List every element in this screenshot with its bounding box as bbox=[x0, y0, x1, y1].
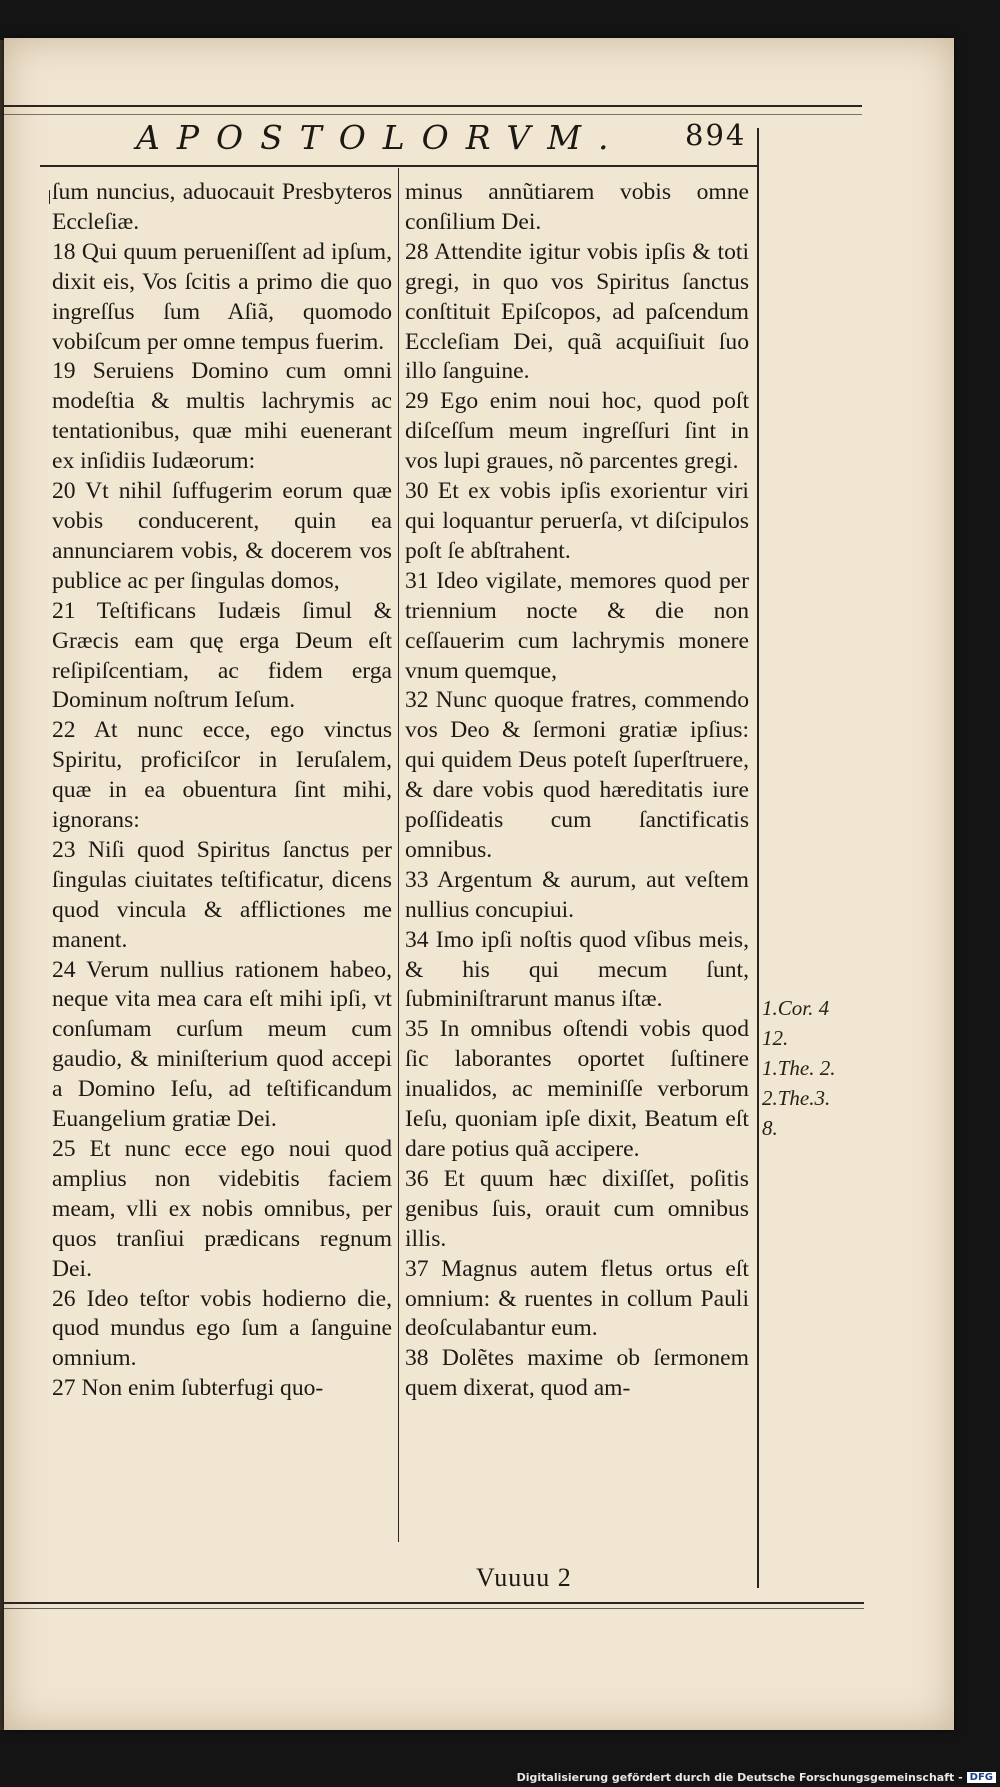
header-rule bbox=[40, 165, 758, 167]
verse-32: 32 Nunc quoque fratres, commendo vos Deo & ſermoni gratiæ ipſius: qui quidem Deus poteſt ſuperſtruere, & dare vobis quod hæreditatis iure poſſideatis cum ſanctificatis omnibus. bbox=[405, 687, 749, 863]
verse-33: 33 Argentum & aurum, aut veſtem nullius concupiui. bbox=[405, 866, 749, 923]
verse-29: 29 Ego enim noui hoc, quod poſt diſceſſum meum ingreſſuri ſint in vos lupi graues, nõ parcentes gregi. bbox=[405, 388, 749, 475]
margin-note: 1.Cor. 4 bbox=[762, 996, 830, 1020]
signature-mark: Vuuuu 2 bbox=[476, 1563, 572, 1592]
top-rule-upper bbox=[4, 105, 862, 107]
left-margin-line bbox=[49, 190, 50, 204]
verse-31: 31 Ideo vigilate, memores quod per triennium nocte & die non ceſſauerim cum lachrymis monere vnum quemque, bbox=[405, 567, 749, 684]
verse-18: 18 Qui quum perueniſſent ad ipſum, dixit eis, Vos ſcitis a primo die quo ingreſſus ſum Aſiã, quomodo vobiſcum per omne tempus fuerim. bbox=[52, 238, 392, 355]
verse-25: 25 Et nunc ecce ego noui quod amplius non videbitis faciem meam, vlli ex nobis omnibus, per quos tranſiui prædicans regnum Dei. bbox=[52, 1136, 392, 1282]
top-rule-lower bbox=[4, 114, 862, 115]
running-title: APOSTOLORVM. bbox=[136, 118, 626, 157]
verse-36: 36 Et quum hæc dixiſſet, poſitis genibus ſuis, orauit cum omnibus illis. bbox=[405, 1165, 749, 1252]
verse-34: 34 Imo ipſi noſtis quod vſibus meis, & his qui mecum ſunt, ſubminiſtrarunt manus iſtæ. bbox=[405, 926, 749, 1013]
verse-23: 23 Niſi quod Spiritus ſanctus per ſingulas ciuitates teſtificatur, dicens quod vincula & afflictiones me manent. bbox=[52, 836, 392, 953]
verse-37: 37 Magnus autem fletus ortus eſt omnium: & ruentes in collum Pauli deoſculabantur eum. bbox=[405, 1255, 749, 1342]
margin-note: 12. bbox=[762, 1026, 789, 1050]
verse-26: 26 Ideo teſtor vobis hodierno die, quod mundus ego ſum a ſanguine omnium. bbox=[52, 1285, 392, 1372]
footer-credit bbox=[517, 1771, 996, 1784]
verse-19: 19 Seruiens Domino cum omni modeſtia & multis lachrymis ac tentationibus, quæ mihi euenerant ex inſidiis Iudæorum: bbox=[52, 358, 392, 475]
verse-21: 21 Teſtificans Iudæis ſimul & Græcis eam quę erga Deum eſt reſipiſcentiam, ac fidem erga Dominum noſtrum Ieſum. bbox=[52, 597, 392, 714]
verse-28: 28 Attendite igitur vobis ipſis & toti gregi, in quo vos Spiritus ſanctus conſtituit Epiſcopos, ad paſcendum Eccleſiam Dei, quã acquiſiuit ſuo illo ſanguine. bbox=[405, 238, 749, 385]
margin-note: 2.The.3. bbox=[762, 1086, 831, 1110]
verse-22: 22 At nunc ecce, ego vinctus Spiritu, proficiſcor in Ieruſalem, quæ in ea obuentura ſint mihi, ignorans: bbox=[52, 717, 392, 834]
verse-38-start: 38 Dolẽtes maxime ob ſermonem quem dixerat, quod am- bbox=[405, 1345, 749, 1402]
page-number: 894 bbox=[685, 118, 747, 152]
verse-24: 24 Verum nullius rationem habeo, neque vita mea cara eſt mihi ipſi, vt conſumam curſum meum cum gaudio, & miniſterium quod accepi a Domino Ieſu, ad teſtificandum Euangelium gratiæ Dei. bbox=[52, 956, 392, 1133]
verse-20: 20 Vt nihil ſuffugerim eorum quæ vobis conducerent, quin ea annunciarem vobis, & docerem vos publice ac per ſingulas domos, bbox=[52, 478, 392, 594]
right-frame-line bbox=[757, 128, 759, 1588]
verse-35: 35 In omnibus oſtendi vobis quod ſic laborantes oportet ſuſtinere inualidos, ac meminiſſe verborum Ieſu, quoniam ipſe dixit, Beatum eſt dare potius quã accipere. bbox=[405, 1016, 749, 1162]
dfg-logo[interactable]: DFG bbox=[967, 1772, 996, 1783]
right-text-column bbox=[405, 178, 749, 1404]
verse-27-start: 27 Non enim ſubterfugi quo- bbox=[52, 1375, 324, 1402]
column-divider bbox=[398, 168, 399, 1542]
margin-notes bbox=[762, 993, 836, 1143]
margin-note: 8. bbox=[762, 1116, 778, 1140]
verse-17-end: ſum nuncius, aduocauit Presbyteros Eccleſiæ. bbox=[52, 179, 392, 235]
verse-30: 30 Et ex vobis ipſis exorientur viri qui loquantur peruerſa, vt diſcipulos poſt ſe abſtrahent. bbox=[405, 478, 749, 564]
bottom-rule-lower bbox=[4, 1608, 864, 1609]
verse-27-end: minus annũtiarem vobis omne conſilium Dei. bbox=[405, 179, 749, 235]
left-text-column bbox=[52, 178, 392, 1404]
bottom-rule-upper bbox=[4, 1602, 864, 1604]
margin-note: 1.The. 2. bbox=[762, 1056, 836, 1080]
footer-text: Digitalisierung gefördert durch die Deutsche Forschungsgemeinschaft - bbox=[516, 1771, 963, 1784]
